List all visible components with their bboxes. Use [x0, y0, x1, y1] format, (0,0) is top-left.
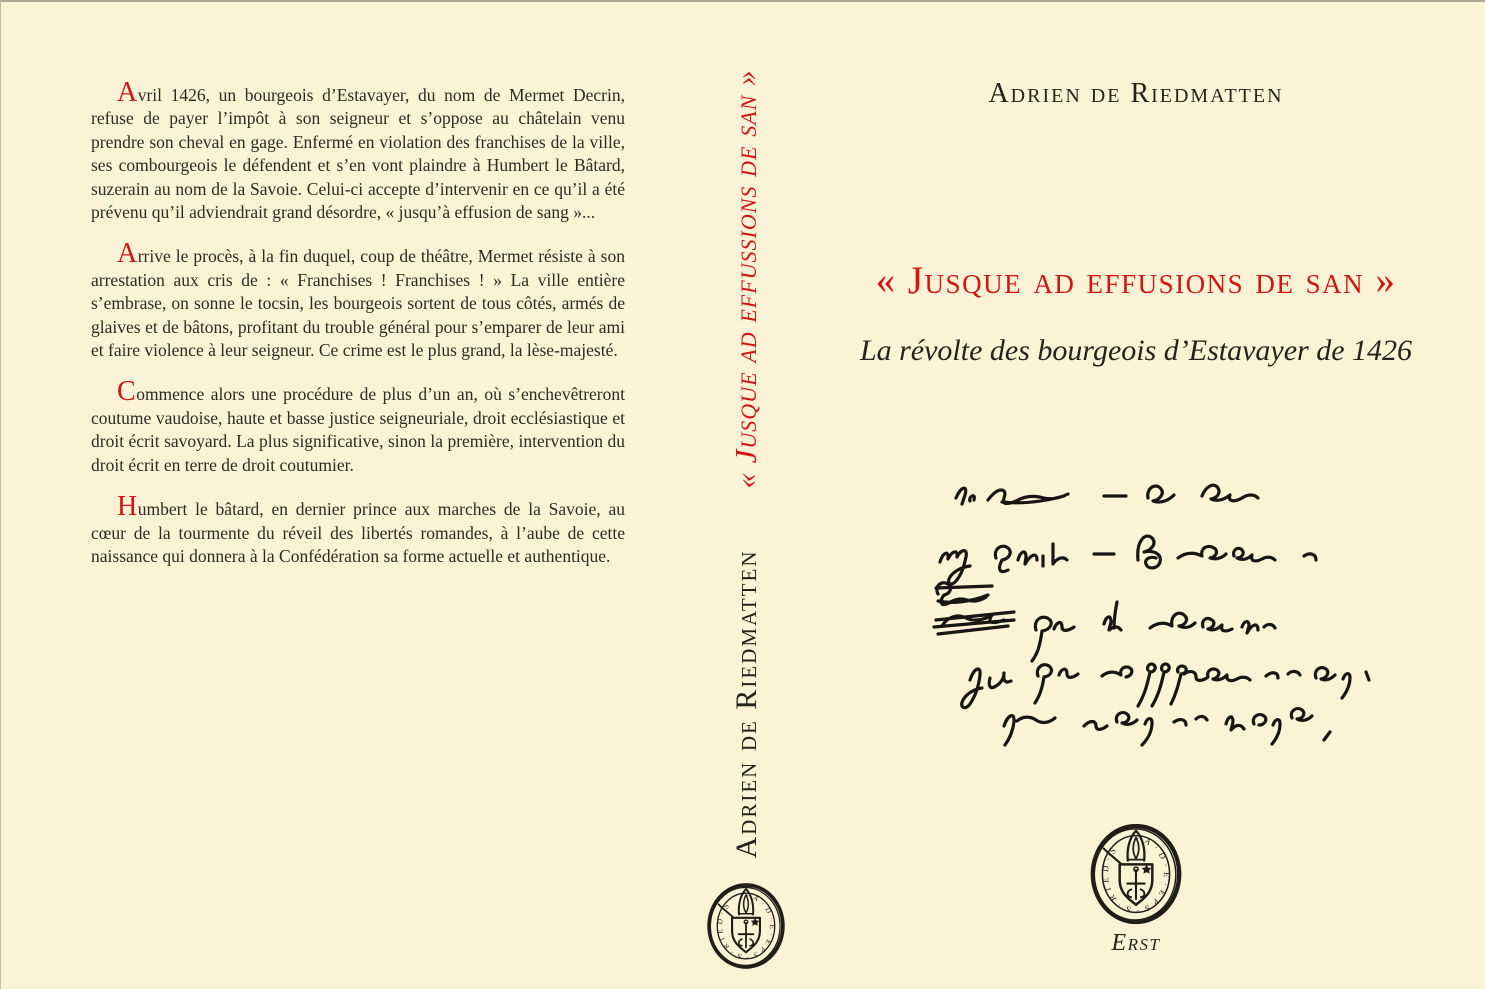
front-author: Adrien de Riedmatten	[988, 78, 1284, 109]
paragraph-text: umbert le bâtard, en dernier prince aux marches de la Savoie, au cœur de la tourmente du réveil des libertés romandes, à l’aube de cette naissance qui donnera à la Confédération sa forme actuelle et authentique.	[91, 499, 625, 566]
paragraph-text: rrive le procès, à la fin duquel, coup de théâtre, Mermet résiste à son arrestation aux cris de : « Franchises ! Franchises ! » La ville entière s’embrase, on sonne le tocsin, les bourgeois sortent de tous côtés, armés de glaives et de bâtons, profitant du trouble général pour s’emparer de leur ami et faire violence à leur seigneur. Ce crime est le plus grand, la lèse-majesté.	[91, 246, 625, 361]
spine-title: « Jusque ad effussions de san »	[728, 69, 763, 489]
paragraph-text: vril 1426, un bourgeois d’Estavayer, du nom de Mermet Decrin, refuse de payer l’impôt à son seigneur et s’oppose au châtelain venu prendre son cheval en gage. Enfermé en violation des franchises de la ville, ses combourgeois le défendent et s’en vont plaindre à Humbert le Bâtard, suzerain au nom de la Savoie. Celui-ci accepte d’intervenir en ce qu’il a été prévenu qu’il adviendrait grand désordre, « jusqu’à effusion de sang »...	[91, 85, 625, 223]
paragraph-dropcap: A	[117, 77, 138, 108]
front-title: « Jusque ad effusions de san »	[875, 259, 1397, 302]
manuscript-handwriting-image	[926, 454, 1384, 749]
back-cover	[91, 77, 625, 589]
back-cover-paragraph	[91, 77, 625, 224]
spine-author: Adrien de Riedmatten	[730, 549, 763, 859]
back-cover-paragraph	[91, 491, 625, 568]
publisher-name: Erst	[1111, 930, 1161, 956]
front-subtitle: La révolte des bourgeois d’Estavayer de 1426	[859, 334, 1413, 367]
paragraph-dropcap: H	[117, 491, 138, 523]
publisher-seal-icon	[705, 878, 787, 974]
back-cover-paragraph	[91, 238, 625, 362]
paragraph-dropcap: C	[117, 376, 137, 408]
publisher-seal-icon	[1088, 818, 1184, 930]
svg-text:·A·D·E·EPS·S·RIED·S: ·A·D·E·EPS·S·RIED·S	[714, 890, 777, 962]
svg-text:·A·D·E·EPS·S·RIED·S: ·A·D·E·EPS·S·RIED·S	[1099, 833, 1173, 916]
back-cover-paragraph	[91, 376, 625, 477]
paragraph-dropcap: A	[117, 238, 138, 270]
front-cover	[786, 2, 1485, 991]
paragraph-text: ommence alors une procédure de plus d’un an, où s’enchevêtreront coutume vaudoise, haute et basse justice seigneuriale, droit ecclésiastique et droit écrit savoyard. La plus significative, sinon la première, intervention du droit écrit en terre de droit coutumier.	[91, 384, 625, 475]
